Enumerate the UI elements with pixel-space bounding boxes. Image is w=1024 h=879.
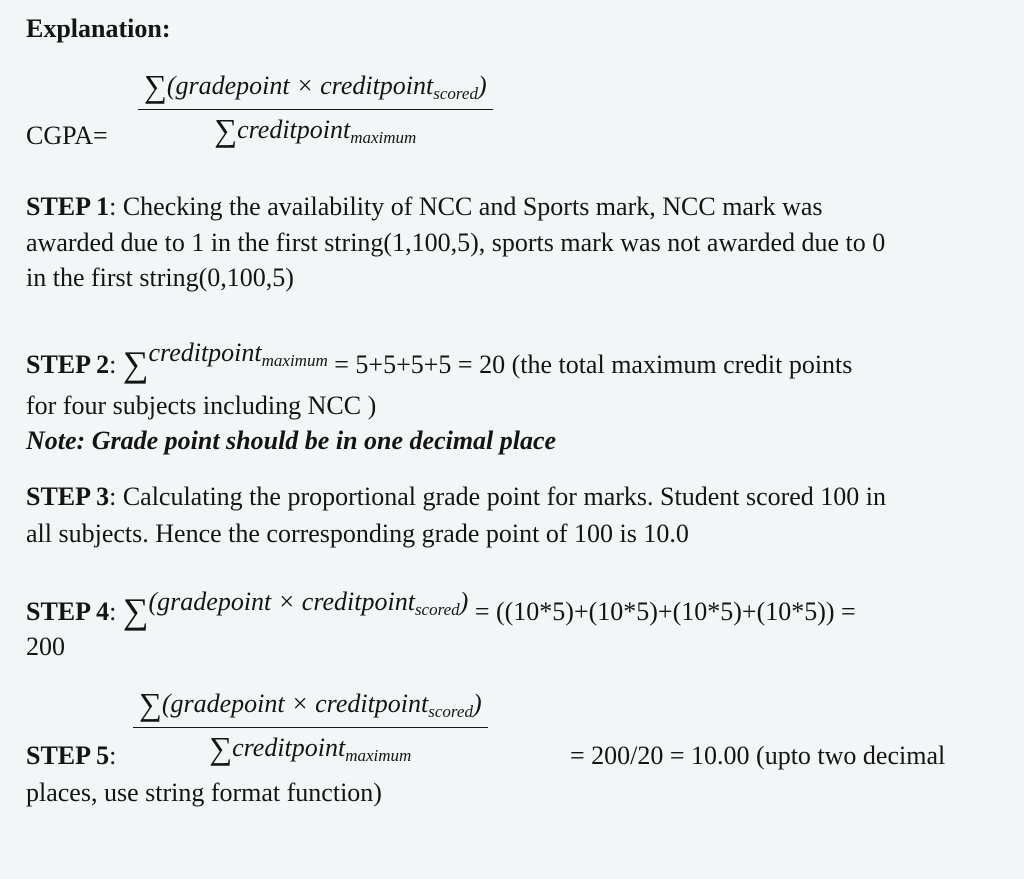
step5-numerator: ∑(gradepoint × creditpoint$_{scored}$): [139, 686, 482, 722]
step4-line2: 200: [26, 632, 65, 661]
step5-denominator: ∑creditpoint$_{maximum}$: [209, 730, 412, 766]
cgpa-fraction: [138, 68, 493, 149]
note-text: Note: Grade point should be in one decimal place: [26, 426, 557, 455]
step5-label-line: STEP 5:: [26, 741, 117, 770]
step3-label: STEP 3: [26, 482, 110, 511]
step2-line1: STEP 2: ∑creditpoint$_{maximum}$ = 5+5+5+5 = 20 (the total maximum credit points: [26, 338, 853, 384]
explanation-heading: Explanation:: [26, 14, 171, 43]
cgpa-denominator: ∑creditpoint$_{maximum}$: [214, 112, 417, 148]
step5-line2: places, use string format function): [26, 778, 382, 807]
step1-line3: in the first string(0,100,5): [26, 263, 294, 292]
step1-line1: STEP 1: Checking the availability of NCC and Sports mark, NCC mark was: [26, 192, 823, 221]
step1-label: STEP 1: [26, 192, 110, 221]
step5-result: = 200/20 = 10.00 (upto two decimal: [570, 741, 946, 770]
step5-label: STEP 5: [26, 741, 110, 770]
step3-line1: STEP 3: Calculating the proportional grade point for marks. Student scored 100 in: [26, 482, 887, 511]
cgpa-label: CGPA=: [26, 121, 108, 150]
step4-label: STEP 4: [26, 597, 110, 626]
step3-line2: all subjects. Hence the corresponding grade point of 100 is 10.0: [26, 519, 689, 548]
step2-line2: for four subjects including NCC ): [26, 391, 377, 420]
step5-fraction: [133, 686, 488, 767]
step4-line1: STEP 4: ∑(gradepoint × creditpoint$_{scored}$) = ((10*5)+(10*5)+(10*5)+(10*5)) =: [26, 587, 856, 631]
cgpa-numerator: ∑(gradepoint × creditpoint$_{scored}$): [144, 68, 487, 104]
step1-line2: awarded due to 1 in the first string(1,100,5), sports mark was not awarded due to 0: [26, 228, 886, 257]
step2-label: STEP 2: [26, 350, 110, 379]
